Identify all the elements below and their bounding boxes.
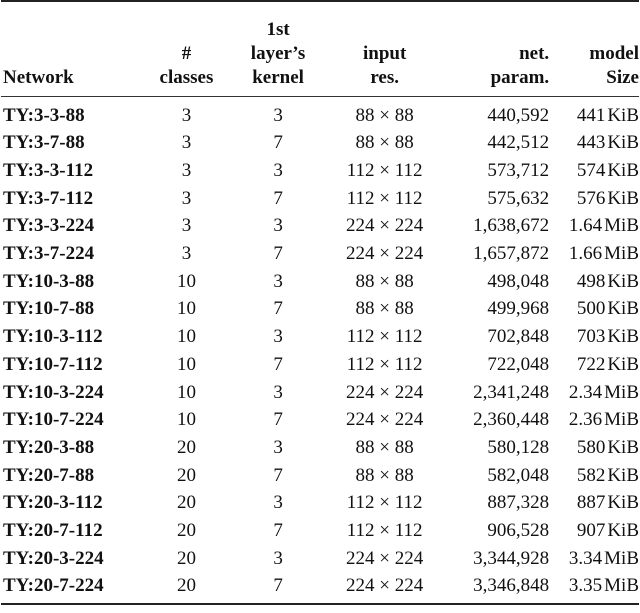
size-value: 722 — [576, 353, 606, 375]
cell-net-param: 887,328 — [487, 492, 550, 514]
size-unit: KiB — [607, 464, 639, 486]
header-kernel-line1: 1st — [266, 19, 290, 40]
cell-model-size — [549, 378, 639, 406]
cell-network: TY:3-7-112 — [3, 187, 94, 209]
cell-net-param: 702,848 — [487, 326, 550, 348]
header-network — [1, 1, 143, 97]
header-net-param — [443, 1, 549, 97]
cell-net-param: 1,638,672 — [473, 215, 550, 237]
cell-model-size — [549, 517, 639, 545]
cell-net-param: 498,048 — [487, 270, 550, 292]
header-net-param-line1: net. — [519, 43, 550, 64]
cell-net-param: 3,344,928 — [473, 547, 550, 569]
size-unit: KiB — [607, 105, 639, 126]
table-row — [1, 406, 639, 434]
cell-input-res: 88 × 88 — [355, 270, 414, 292]
size-value: 576 — [576, 187, 606, 209]
cell-kernel: 7 — [273, 298, 283, 320]
cell-classes: 20 — [176, 464, 196, 486]
cell-input-res: 88 × 88 — [355, 132, 414, 154]
cell-net-param: 442,512 — [487, 132, 550, 154]
cell-model-size — [549, 434, 639, 462]
cell-classes: 3 — [181, 215, 192, 237]
cell-net-param: 575,632 — [487, 187, 550, 209]
cell-net-param: 722,048 — [487, 353, 550, 375]
table-row — [1, 295, 639, 323]
size-value: 703 — [576, 326, 606, 348]
cell-model-size — [549, 351, 639, 379]
cell-input-res: 112 × 112 — [346, 326, 423, 348]
cell-network: TY:20-3-224 — [3, 547, 104, 569]
cell-classes: 10 — [176, 409, 196, 431]
cell-classes: 20 — [176, 492, 196, 514]
cell-kernel: 3 — [273, 547, 283, 569]
cell-network: TY:20-3-88 — [3, 436, 95, 458]
cell-net-param: 906,528 — [487, 519, 550, 541]
cell-network: TY:10-7-88 — [3, 298, 95, 320]
cell-kernel: 7 — [273, 575, 283, 597]
cell-model-size — [549, 212, 639, 240]
cell-net-param: 582,048 — [487, 464, 550, 486]
cell-model-size — [549, 184, 639, 212]
header-model-size-line2: Size — [606, 67, 639, 88]
cell-network: TY:10-7-224 — [3, 409, 104, 431]
size-unit: KiB — [607, 187, 639, 209]
table-row — [1, 267, 639, 295]
cell-network: TY:10-3-224 — [3, 381, 104, 403]
size-value: 443 — [576, 132, 606, 154]
cell-model-size — [549, 572, 639, 604]
cell-net-param: 440,592 — [487, 105, 550, 126]
table-row — [1, 489, 639, 517]
cell-network: TY:3-3-224 — [3, 215, 95, 237]
cell-kernel: 7 — [273, 243, 283, 265]
header-input-res-line1: input — [363, 43, 407, 64]
cell-classes: 3 — [181, 160, 192, 182]
cell-classes: 10 — [176, 326, 196, 348]
cell-model-size — [549, 240, 639, 268]
cell-net-param: 2,360,448 — [473, 409, 550, 431]
header-kernel-line3: kernel — [252, 67, 304, 88]
header-kernel-line2: layer’s — [250, 43, 306, 64]
cell-input-res: 112 × 112 — [346, 187, 423, 209]
size-value: 1.64 — [568, 215, 603, 237]
table-header — [1, 1, 639, 97]
cell-network: TY:20-7-88 — [3, 464, 95, 486]
network-comparison-table-container — [1, 0, 639, 605]
cell-kernel: 7 — [273, 353, 283, 375]
cell-kernel: 7 — [273, 132, 283, 154]
size-value: 887 — [576, 492, 606, 514]
table-row — [1, 517, 639, 545]
size-value: 574 — [576, 160, 606, 182]
table-row — [1, 97, 639, 130]
header-row — [1, 1, 639, 97]
table-row — [1, 184, 639, 212]
table-row — [1, 378, 639, 406]
table-row — [1, 157, 639, 185]
size-unit: KiB — [607, 353, 639, 375]
header-model-size-line1: model — [589, 43, 639, 64]
cell-input-res: 224 × 224 — [346, 547, 424, 569]
cell-kernel: 7 — [273, 464, 283, 486]
size-value: 3.34 — [568, 547, 603, 569]
cell-model-size — [549, 323, 639, 351]
size-value: 2.34 — [568, 381, 603, 403]
size-value: 2.36 — [568, 409, 603, 431]
size-unit: KiB — [607, 132, 639, 154]
header-classes-line1: # — [181, 43, 192, 64]
cell-model-size — [549, 267, 639, 295]
cell-network: TY:20-7-112 — [3, 519, 103, 541]
cell-input-res: 224 × 224 — [346, 243, 424, 265]
cell-classes: 10 — [176, 298, 196, 320]
size-unit: MiB — [604, 243, 639, 265]
cell-net-param: 573,712 — [487, 160, 550, 182]
cell-network: TY:3-3-112 — [3, 160, 94, 182]
size-value: 582 — [576, 464, 606, 486]
cell-model-size — [549, 489, 639, 517]
table-row — [1, 212, 639, 240]
size-value: 907 — [576, 519, 606, 541]
header-model-size — [549, 1, 639, 97]
cell-model-size — [549, 97, 639, 130]
cell-input-res: 88 × 88 — [355, 105, 414, 126]
table-row — [1, 544, 639, 572]
size-unit: KiB — [607, 160, 639, 182]
cell-network: TY:10-3-88 — [3, 270, 95, 292]
header-network-line1: Network — [3, 67, 74, 88]
cell-classes: 20 — [176, 519, 196, 541]
cell-classes: 20 — [176, 547, 196, 569]
cell-kernel: 3 — [273, 326, 283, 348]
table-body — [1, 97, 639, 604]
cell-kernel: 3 — [273, 215, 283, 237]
cell-net-param: 3,346,848 — [473, 575, 550, 597]
size-unit: MiB — [604, 547, 639, 569]
cell-kernel: 3 — [273, 160, 283, 182]
size-value: 441 — [576, 105, 606, 126]
cell-kernel: 7 — [273, 409, 283, 431]
size-value: 500 — [576, 298, 606, 320]
cell-input-res: 88 × 88 — [355, 298, 414, 320]
size-unit: MiB — [604, 381, 639, 403]
table-row — [1, 240, 639, 268]
size-value: 580 — [576, 436, 606, 458]
cell-model-size — [549, 406, 639, 434]
cell-input-res: 224 × 224 — [346, 381, 424, 403]
size-unit: MiB — [604, 575, 639, 597]
cell-kernel: 3 — [273, 105, 283, 126]
cell-network: TY:10-7-112 — [3, 353, 103, 375]
header-classes — [143, 1, 231, 97]
size-unit: KiB — [607, 492, 639, 514]
cell-network: TY:3-7-88 — [3, 132, 85, 154]
cell-input-res: 112 × 112 — [346, 519, 423, 541]
header-input-res — [326, 1, 444, 97]
cell-network: TY:3-3-88 — [3, 105, 85, 126]
cell-network: TY:20-7-224 — [3, 575, 104, 597]
cell-net-param: 499,968 — [487, 298, 550, 320]
size-value: 3.35 — [568, 575, 603, 597]
cell-model-size — [549, 129, 639, 157]
cell-classes: 20 — [176, 575, 196, 597]
table-row — [1, 572, 639, 604]
header-kernel — [230, 1, 326, 97]
size-unit: KiB — [607, 326, 639, 348]
table-row — [1, 351, 639, 379]
cell-classes: 3 — [181, 243, 192, 265]
size-unit: KiB — [607, 270, 639, 292]
cell-input-res: 224 × 224 — [346, 575, 424, 597]
table-row — [1, 129, 639, 157]
table-row — [1, 461, 639, 489]
cell-input-res: 112 × 112 — [346, 160, 423, 182]
size-value: 1.66 — [568, 243, 603, 265]
cell-input-res: 88 × 88 — [355, 464, 414, 486]
cell-network: TY:10-3-112 — [3, 326, 103, 348]
cell-net-param: 1,657,872 — [473, 243, 550, 265]
cell-classes: 3 — [181, 105, 192, 126]
cell-classes: 3 — [181, 187, 192, 209]
cell-kernel: 7 — [273, 187, 283, 209]
cell-model-size — [549, 157, 639, 185]
cell-net-param: 580,128 — [487, 436, 550, 458]
header-classes-line2: classes — [159, 67, 214, 88]
cell-model-size — [549, 461, 639, 489]
size-unit: MiB — [604, 215, 639, 237]
size-unit: MiB — [604, 409, 639, 431]
header-input-res-line2: res. — [370, 67, 399, 88]
cell-classes: 20 — [176, 436, 196, 458]
cell-input-res: 224 × 224 — [346, 215, 424, 237]
cell-network: TY:20-3-112 — [3, 492, 103, 514]
cell-kernel: 3 — [273, 436, 283, 458]
size-unit: KiB — [607, 519, 639, 541]
cell-input-res: 112 × 112 — [346, 353, 423, 375]
size-unit: KiB — [607, 436, 639, 458]
size-unit: KiB — [607, 298, 639, 320]
cell-classes: 10 — [176, 381, 196, 403]
cell-classes: 3 — [181, 132, 192, 154]
cell-input-res: 224 × 224 — [346, 409, 424, 431]
cell-kernel: 3 — [273, 381, 283, 403]
cell-network: TY:3-7-224 — [3, 243, 95, 265]
size-value: 498 — [576, 270, 606, 292]
cell-net-param: 2,341,248 — [473, 381, 550, 403]
cell-input-res: 88 × 88 — [355, 436, 414, 458]
cell-classes: 10 — [176, 270, 196, 292]
cell-model-size — [549, 544, 639, 572]
cell-kernel: 3 — [273, 492, 283, 514]
header-net-param-line2: param. — [490, 67, 550, 88]
cell-model-size — [549, 295, 639, 323]
table-row — [1, 323, 639, 351]
network-comparison-table — [1, 0, 639, 605]
table-row — [1, 434, 639, 462]
cell-kernel: 7 — [273, 519, 283, 541]
cell-classes: 10 — [176, 353, 196, 375]
cell-input-res: 112 × 112 — [346, 492, 423, 514]
cell-kernel: 3 — [273, 270, 283, 292]
